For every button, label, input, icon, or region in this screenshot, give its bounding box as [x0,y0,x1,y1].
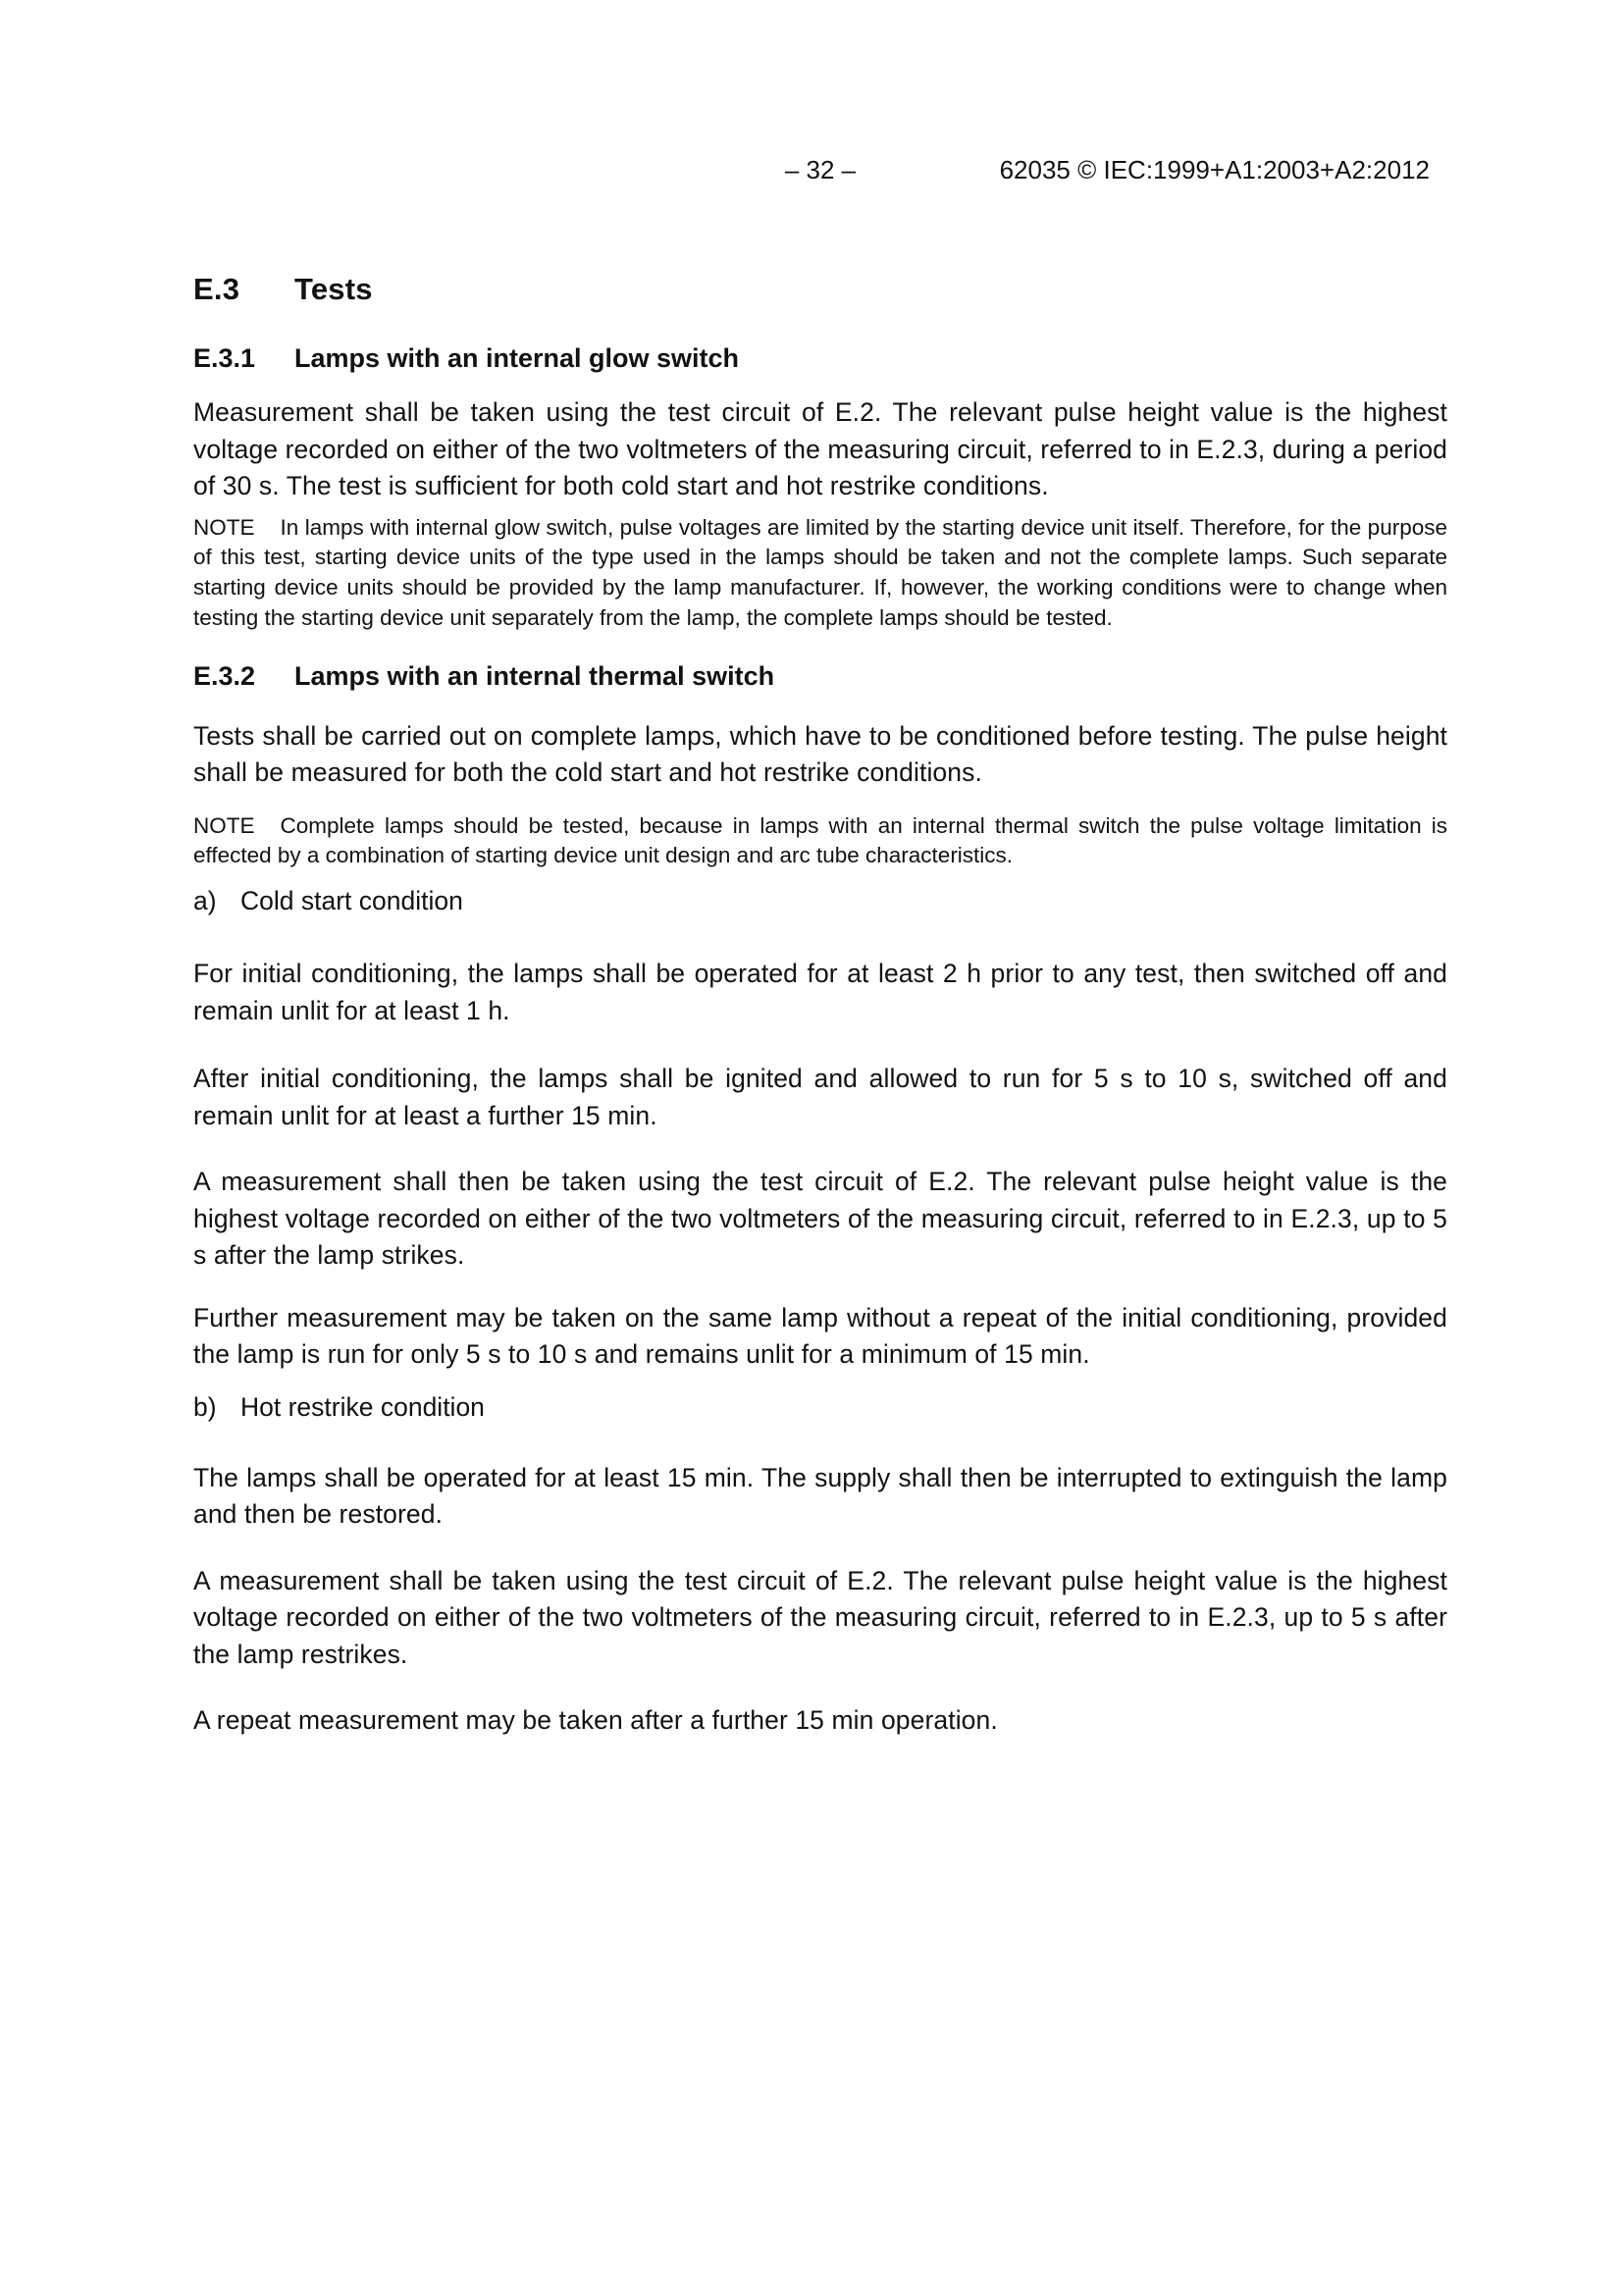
body-paragraph: A measurement shall then be taken using the test circuit of E.2. The relevant pulse height value is the highest voltage recorded on either of the two voltmeters of the measuring circuit, referred to in E.2.3, up to 5 s after the lamp strikes. [193,1167,1447,1271]
note-paragraph [193,513,1447,634]
body-paragraph: Further measurement may be taken on the same lamp without a repeat of the initial conditioning, provided the lamp is run for only 5 s to 10 s and remains unlit for a minimum of 15 min. [193,1302,1447,1370]
list-label: a) [193,886,217,916]
clause-heading-e31 [193,343,1447,373]
clause-title: Lamps with an internal thermal switch [294,660,775,691]
body-paragraph: The lamps shall be operated for at least 15 min. The supply shall then be interrupted to extinguish the lamp and then be restored. [193,1462,1447,1530]
section-number: E.3 [193,272,240,306]
list-text: Cold start condition [240,886,463,916]
clause-title: Lamps with an internal glow switch [294,343,740,373]
body-paragraph: Tests shall be carried out on complete lamps, which have to be conditioned before testing. The pulse height shall be measured for both the cold start and hot restrike conditions. [193,720,1447,788]
list-text: Hot restrike condition [240,1391,485,1422]
section-title: Tests [294,272,373,306]
note-paragraph [193,811,1447,872]
note-text: In lamps with internal glow switch, pulse voltages are limited by the starting device unit itself. Therefore, for the purpose of this test, starting device units of the type used in the lamps should be taken and not the complete lamps. Such separate starting device units should be provided by the lamp manufacturer. If, however, the working conditions were to change when testing the starting device unit separately from the lamp, the complete lamps should be tested. [193,514,1447,630]
body-paragraph: After initial conditioning, the lamps shall be ignited and allowed to run for 5 s to 10 s, switched off and remain unlit for at least a further 15 min. [193,1064,1447,1130]
note-label: NOTE [193,812,255,838]
note-text: Complete lamps should be tested, because in lamps with an internal thermal switch the pulse voltage limitation is effected by a combination of starting device unit design and arc tube characteristics. [193,812,1447,868]
list-item-b [193,1393,1447,1421]
list-item-a [193,887,1447,914]
note-label: NOTE [193,514,255,540]
clause-number: E.3.1 [193,343,256,373]
document-reference: 62035 © IEC:1999+A1:2003+A2:2012 [999,155,1430,184]
clause-number: E.3.2 [193,660,256,691]
page-content [193,0,1447,1740]
body-paragraph: For initial conditioning, the lamps shall be operated for at least 2 h prior to any test, then switched off and remain unlit for at least 1 h. [193,959,1447,1025]
section-heading-e3 [193,273,1447,306]
body-paragraph: A measurement shall be taken using the test circuit of E.2. The relevant pulse height value is the highest voltage recorded on either of the two voltmeters of the measuring circuit, referred to in E.2.3, up to 5 s after the lamp restrikes. [193,1565,1447,1669]
list-label: b) [193,1391,217,1422]
body-paragraph: A repeat measurement may be taken after a further 15 min operation. [193,1705,998,1736]
clause-heading-e32 [193,661,1447,691]
body-paragraph: Measurement shall be taken using the test circuit of E.2. The relevant pulse height value is the highest voltage recorded on either of the two voltmeters of the measuring circuit, referred to in E.2.3, during a period of 30 s. The test is sufficient for both cold start and hot restrike conditions. [193,397,1447,500]
page-number: – 32 – [784,155,857,184]
